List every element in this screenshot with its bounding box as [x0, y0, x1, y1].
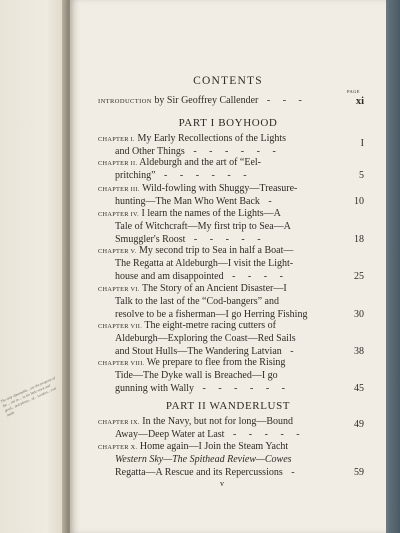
- chapter-entry: [98, 416, 364, 442]
- chapter-entry: [98, 157, 364, 183]
- chapter-title-line: My Early Recollections of the Lights: [137, 133, 287, 144]
- leader-dots: - - - - -: [232, 429, 305, 441]
- part-heading: PART II WANDERLUST: [165, 400, 291, 412]
- chapter-entry: [98, 320, 364, 358]
- chapter-title-line: Away—Deep Water at Last: [115, 429, 225, 441]
- leader-dots: -: [291, 466, 300, 478]
- page-folio: v: [220, 479, 224, 488]
- leader-dots: - - - - -: [193, 233, 266, 245]
- page-column-label: PAGE: [347, 89, 360, 94]
- leader-dots: - - - - - -: [193, 146, 281, 158]
- chapter-number: CHAPTER X.: [98, 444, 138, 451]
- chapter-title-line: house and am disappointed: [115, 270, 224, 282]
- chapter-number: CHAPTER IV.: [98, 211, 139, 218]
- page-title: CONTENTS: [193, 75, 263, 87]
- chapter-title-line: and Other Things: [115, 146, 185, 158]
- chapter-title-line: In the Navy, but not for long—Bound: [142, 416, 294, 427]
- chapter-entry: [98, 441, 364, 479]
- chapter-title-line: hunting—The Man Who Went Back: [115, 196, 260, 208]
- facing-page-note: The only obtainable... are the property of the ... inn in ... in his little stock and good... and plenty... of... London... ever made: [0, 375, 59, 418]
- chapter-entry: [98, 245, 364, 283]
- part-heading: PART I BOYHOOD: [178, 117, 278, 129]
- chapter-title-line: resolve to be a fisherman—I go Herring Fishing: [115, 308, 308, 320]
- chapter-number: CHAPTER IX.: [98, 419, 140, 426]
- leader-dots: - - -: [266, 95, 307, 106]
- chapter-title-line: Western Sky—The Spithead Review—Cowes: [115, 454, 292, 466]
- page-number: 59: [354, 466, 364, 478]
- page-number: 25: [354, 270, 364, 282]
- chapter-number: CHAPTER III.: [98, 186, 140, 193]
- chapter-number: CHAPTER II.: [98, 160, 138, 167]
- chapter-title-line: I learn the names of the Lights—A: [141, 208, 281, 219]
- contents-page: [70, 0, 386, 533]
- chapter-title-line: Tale of Witchcraft—My first trip to Sea—A: [115, 221, 291, 233]
- chapter-entry: [98, 357, 364, 395]
- chapter-title-line: My second trip to Sea in half a Boat—: [138, 245, 294, 256]
- chapter-title-line: The eight-metre racing cutters of: [144, 320, 277, 331]
- chapter-entry: [98, 283, 364, 321]
- chapter-title-line: Regatta—A Rescue and its Repercussions: [115, 466, 283, 478]
- page-number: xi: [355, 96, 364, 107]
- chapter-number: CHAPTER VII.: [98, 323, 143, 330]
- chapter-title-line: Smuggler's Roost: [115, 233, 186, 245]
- page-number: 38: [354, 345, 364, 357]
- chapter-title-line: and Stout Hulls—The Wandering Latvian: [115, 345, 282, 357]
- chapter-entry: [98, 183, 364, 209]
- page-number: I: [360, 138, 364, 150]
- chapter-number: CHAPTER V.: [98, 248, 137, 255]
- introduction-label: INTRODUCTION: [98, 98, 152, 105]
- page-number: 10: [354, 196, 364, 208]
- introduction-entry: [98, 95, 364, 108]
- chapter-title-line: gunning with Wally: [115, 382, 195, 394]
- page-number: 5: [359, 170, 364, 182]
- chapter-title-line: Tide—The Dyke wall is Breached—I go: [115, 370, 278, 382]
- leader-dots: -: [268, 196, 277, 208]
- page-number: 18: [354, 233, 364, 245]
- chapter-title-line: Talk to the last of the “Cod-bangers” and: [115, 296, 279, 308]
- page-number: 45: [354, 382, 364, 394]
- facing-page: [0, 0, 66, 533]
- chapter-title-line: pritching”: [115, 170, 156, 182]
- chapter-title-line: The Regatta at Aldeburgh—I visit the Light-: [115, 258, 294, 270]
- chapter-title-line: Wild-fowling with Shuggy—Treasure-: [142, 183, 298, 194]
- leader-dots: - - - - - -: [202, 382, 290, 394]
- chapter-title-line: We prepare to flee from the Rising: [146, 357, 286, 368]
- chapter-entry: [98, 208, 364, 246]
- leader-dots: - - - - - -: [164, 170, 252, 182]
- chapter-number: CHAPTER I.: [98, 136, 135, 143]
- chapter-title-line: Aldeburgh and the art of “Eel-: [139, 157, 262, 168]
- chapter-title-line: The Story of an Ancient Disaster—I: [142, 283, 287, 294]
- introduction-text: by Sir Geoffrey Callender: [154, 95, 259, 106]
- chapter-number: CHAPTER VIII.: [98, 360, 145, 367]
- chapter-title-line: Aldeburgh—Exploring the Coast—Red Sails: [115, 333, 296, 345]
- chapter-entry: [98, 133, 364, 159]
- leader-dots: - - - -: [232, 270, 288, 282]
- chapter-title-line: Home again—I Join the Steam Yacht: [139, 441, 289, 452]
- page-number: 49: [354, 419, 364, 431]
- leader-dots: -: [290, 345, 299, 357]
- chapter-number: CHAPTER VI.: [98, 286, 140, 293]
- page-number: 30: [354, 308, 364, 320]
